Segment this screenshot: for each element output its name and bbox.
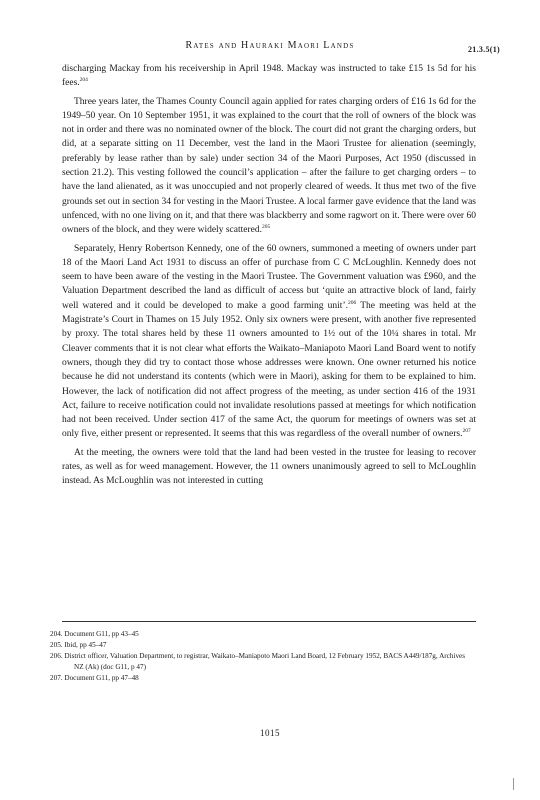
footnote-text: Document G11, pp 47–48	[64, 674, 139, 682]
paragraph-text: The meeting was held at the Magistrate’s Court in Thames on 15 July 1952. Only six owners were present, with another five represented by proxy. The total shares held by these 11 owners amounted to 1½ out of the 10¼ shares in total. Mr Cleaver comments that it is not clear what efforts the Waikato–Maniapoto Maori Land Board went to notify owners, though they did try to contact those whose addresses were known. One owner returned his notice because he did not understand its contents (which were in Maori), asking for them to be explained to him. However, the lack of notification did not affect progress of the meeting, as under section 416 of the 1931 Act, failure to receive notification could not invalidate resolutions passed at meetings for which notification had not been received. Under section 417 of the same Act, the quorum for meetings of owners was set at only five, either present or represented. It seems that this was regardless of the overall number of owners.	[62, 300, 476, 440]
footnote	[50, 651, 476, 673]
paragraph-text: Separately, Henry Robertson Kennedy, one of the 60 owners, summoned a meeting of owners under part 18 of the Maori Land Act 1931 to discuss an offer of purchase from C C McLoughlin. Kennedy does not seem to have been aware of the vesting in the Maori Trustee. The Government valuation was £960, and the Valuation Department described the land as difficult of access but ‘quite an attractive block of land, fairly well watered and it could be developed to make a good farming unit’.	[62, 243, 476, 311]
footnote	[50, 640, 476, 651]
footnote-ref: 207	[462, 428, 471, 435]
footnotes	[50, 629, 476, 684]
running-head: Rates and Hauraki Maori Lands	[185, 40, 355, 51]
footnote-number: 204.	[50, 630, 63, 638]
paragraph-text: discharging Mackay from his receivership in April 1948. Mackay was instructed to take £15 1s 5d for his fees.	[62, 64, 476, 89]
footnote-number: 207.	[50, 674, 63, 682]
paragraph-text: Three years later, the Thames County Council again applied for rates charging orders of £16 1s 6d for the 1949–50 year. On 10 September 1951, it was explained to the court that the roll of owners of the block was not in order and there was no nominated owner of the block. The court did not grant the charging orders, but did, at a separate sitting on 11 December, vest the land in the Maori Trustee for alienation (seemingly, preferably by lease rather than by sale) under section 34 of the Maori Purposes, Act 1950 (discussed in section 21.2). This vesting followed the council’s application – after the failure to get charging orders – to have the land alienated, as it was unoccupied and not properly cleared of weeds. It thus met two of the five grounds set out in section 34 for vesting in the Maori Trustee. A local farmer gave evidence that the land was unfenced, with no one living on it, and that there was blackberry and some ragwort on it. There were over 60 owners of the block, and they were widely scattered.	[62, 96, 476, 236]
footnote-number: 205.	[50, 641, 63, 649]
paragraph	[62, 446, 476, 489]
footnote-number: 206.	[50, 652, 63, 660]
footnote-text: District officer, Valuation Department, to registrar, Waikato–Maniapoto Maori Land Board, 12 February 1952, BACS A449/187g, Archives NZ (Ak) (doc G11, p 47)	[64, 652, 466, 671]
paragraph	[62, 95, 476, 238]
footnote-ref: 205	[261, 224, 271, 231]
section-reference: 21.3.5(1)	[467, 45, 500, 54]
paragraph	[62, 242, 476, 442]
footnote	[50, 629, 476, 640]
paragraph-text: At the meeting, the owners were told that the land had been vested in the trustee for leasing to recover rates, as well as for weed management. However, the 11 owners unanimously agreed to sell to McLoughlin instead. As McLoughlin was not interested in cutting	[62, 447, 476, 487]
footnote-divider	[62, 621, 476, 622]
footnote-text: Document G11, pp 43–45	[64, 630, 139, 638]
footnote	[50, 673, 476, 684]
page-number: 1015	[260, 728, 280, 738]
body-text	[62, 62, 476, 489]
footnote-ref: 206	[348, 299, 357, 306]
footnote-ref: 204	[79, 77, 88, 84]
page-edge-mark	[513, 778, 520, 790]
footnote-text: Ibid, pp 45–47	[64, 641, 107, 649]
paragraph	[62, 62, 476, 91]
